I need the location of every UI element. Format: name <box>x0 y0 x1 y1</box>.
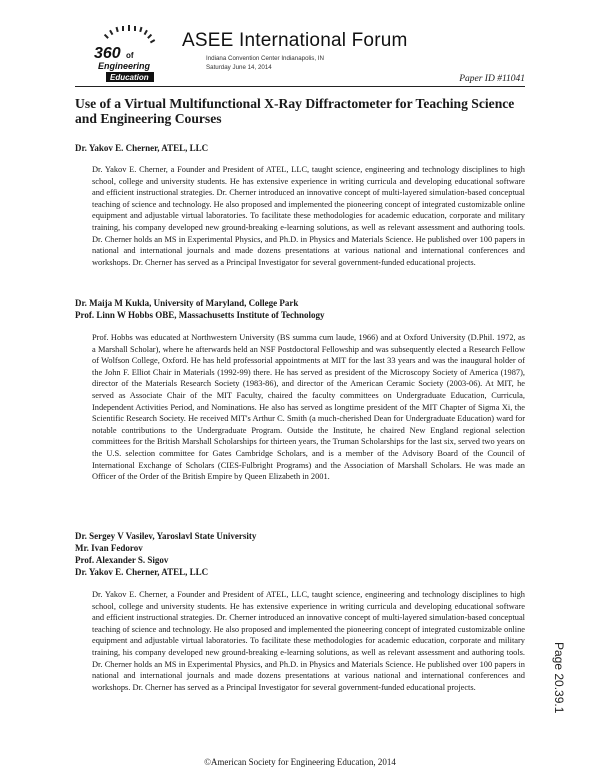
paper-title: Use of a Virtual Multifunctional X-Ray Diffractometer for Teaching Science and Engineering Courses <box>75 96 515 126</box>
author-2-2: Prof. Linn W Hobbs OBE, Massachusetts Institute of Technology <box>75 310 325 320</box>
author-bio-3: Dr. Yakov E. Cherner, a Founder and President of ATEL, LLC, taught science, engineering and technology disciplines to high school, college and university students. He has extensive experience in writing curricula and developing educational software and efficient instructional strategies. Dr. Cherner introduced an innovative concept of multi-layered simulation-based conceptual teaching of science and technology. He also proposed and implemented the pioneering concept of integrated customizable online equipment and adjustable virtual laboratories. To facilitate these methodologies for academic education, corporate and military training, his company developed new ground-breaking e-learning solutions, as well as relevant assessment and authoring tools. Dr. Cherner holds an MS in Experimental Physics, and Ph.D. in Physics and Materials Science. He published over 100 papers in national and international journals and made dozens presentations at various national and international conferences and workshops. Dr. Cherner has served as a Principal Investigator for several government-funded educational projects. <box>92 590 525 692</box>
forum-title: ASEE International Forum <box>182 30 408 51</box>
svg-text:Engineering: Engineering <box>98 61 151 71</box>
copyright-footer: ©American Society for Engineering Education, 2014 <box>204 757 396 767</box>
author-bio-2: Prof. Hobbs was educated at Northwestern University (BS summa cum laude, 1966) and at Oxford University (D.Phil. 1972, as a Marshall Scholar), where he afterwards held an NSF Postdoctoral Fellowship and was subsequently elected a Research Fellow of Wolfson College, Oxford. He has held professorial appointments at MIT for the last 33 years and was the inaugural holder of the John F. Elliot Chair in Materials (1992-99) there. He has served as president of the Microscopy Society of America (1987), director of the Materials Research Society (1983-86), and director of the American Ceramic Society (2003-06). At MIT, he served as Associate Chair of the MIT Faculty, chaired the faculty committees on Undergraduate Education, Curricula, Independent Activities Period, and Nominations. He also has served as longtime president of the MIT Chapter of Sigma Xi, the Scientific Research Society. He received MIT's Arthur C. Smith (a much-cherished Dean for Undergraduate Education) ward for notable contributions to the Undergraduate Program. Outside the Institute, he chaired New England regional selection committees for the British Marshall Scholarships for thirteen years, the Truman Scholarships for the last six, served two years on the U.S. selection committee for Gates Cambridge Scholars, and is a member of the Advisory Board of the Council of International Exchange of Scholars (CIES-Fulbright Programs) and the Association of Marshall Scholars. He was made an Officer of the Order of the British Empire by Queen Elizabeth in 2001. <box>92 333 525 482</box>
svg-text:Education: Education <box>110 73 149 82</box>
author-bio-1: Dr. Yakov E. Cherner, a Founder and President of ATEL, LLC, taught science, engineering and technology disciplines to high school, college and university students. He has extensive experience in writing curricula and developing educational software and efficient instructional strategies. Dr. Cherner introduced an innovative concept of multi-layered simulation-based conceptual teaching of science and technology. He also proposed and implemented the pioneering concept of integrated customizable online equipment and adjustable virtual laboratories. To facilitate these methodologies for academic education, corporate and military training, his company developed new ground-breaking e-learning solutions, as well as relevant assessment and authoring tools. Dr. Cherner holds an MS in Experimental Physics, and Ph.D. in Physics and Materials Science. He published over 100 papers in national and international journals and made dozens presentations at various national and international conferences and workshops. Dr. Cherner has served as a Principal Investigator for several government-funded educational projects. <box>92 165 525 267</box>
asee-360-logo <box>84 24 180 86</box>
forum-date: Saturday June 14, 2014 <box>206 64 272 71</box>
page-number-stamp: Page 20.39.1 <box>552 642 566 714</box>
header-rule <box>75 86 525 87</box>
author-3-2: Mr. Ivan Fedorov <box>75 543 143 553</box>
author-3-1: Dr. Sergey V Vasilev, Yaroslavl State University <box>75 531 257 541</box>
author-3-4: Dr. Yakov E. Cherner, ATEL, LLC <box>75 567 209 577</box>
author-2-1: Dr. Maija M Kukla, University of Maryland, College Park <box>75 298 299 308</box>
svg-text:of: of <box>126 51 134 60</box>
svg-text:360: 360 <box>94 45 121 62</box>
author-3-3: Prof. Alexander S. Sigov <box>75 555 169 565</box>
forum-venue: Indiana Convention Center Indianapolis, IN <box>206 55 324 62</box>
paper-id: Paper ID #11041 <box>459 74 525 84</box>
author-1-1: Dr. Yakov E. Cherner, ATEL, LLC <box>75 143 209 153</box>
